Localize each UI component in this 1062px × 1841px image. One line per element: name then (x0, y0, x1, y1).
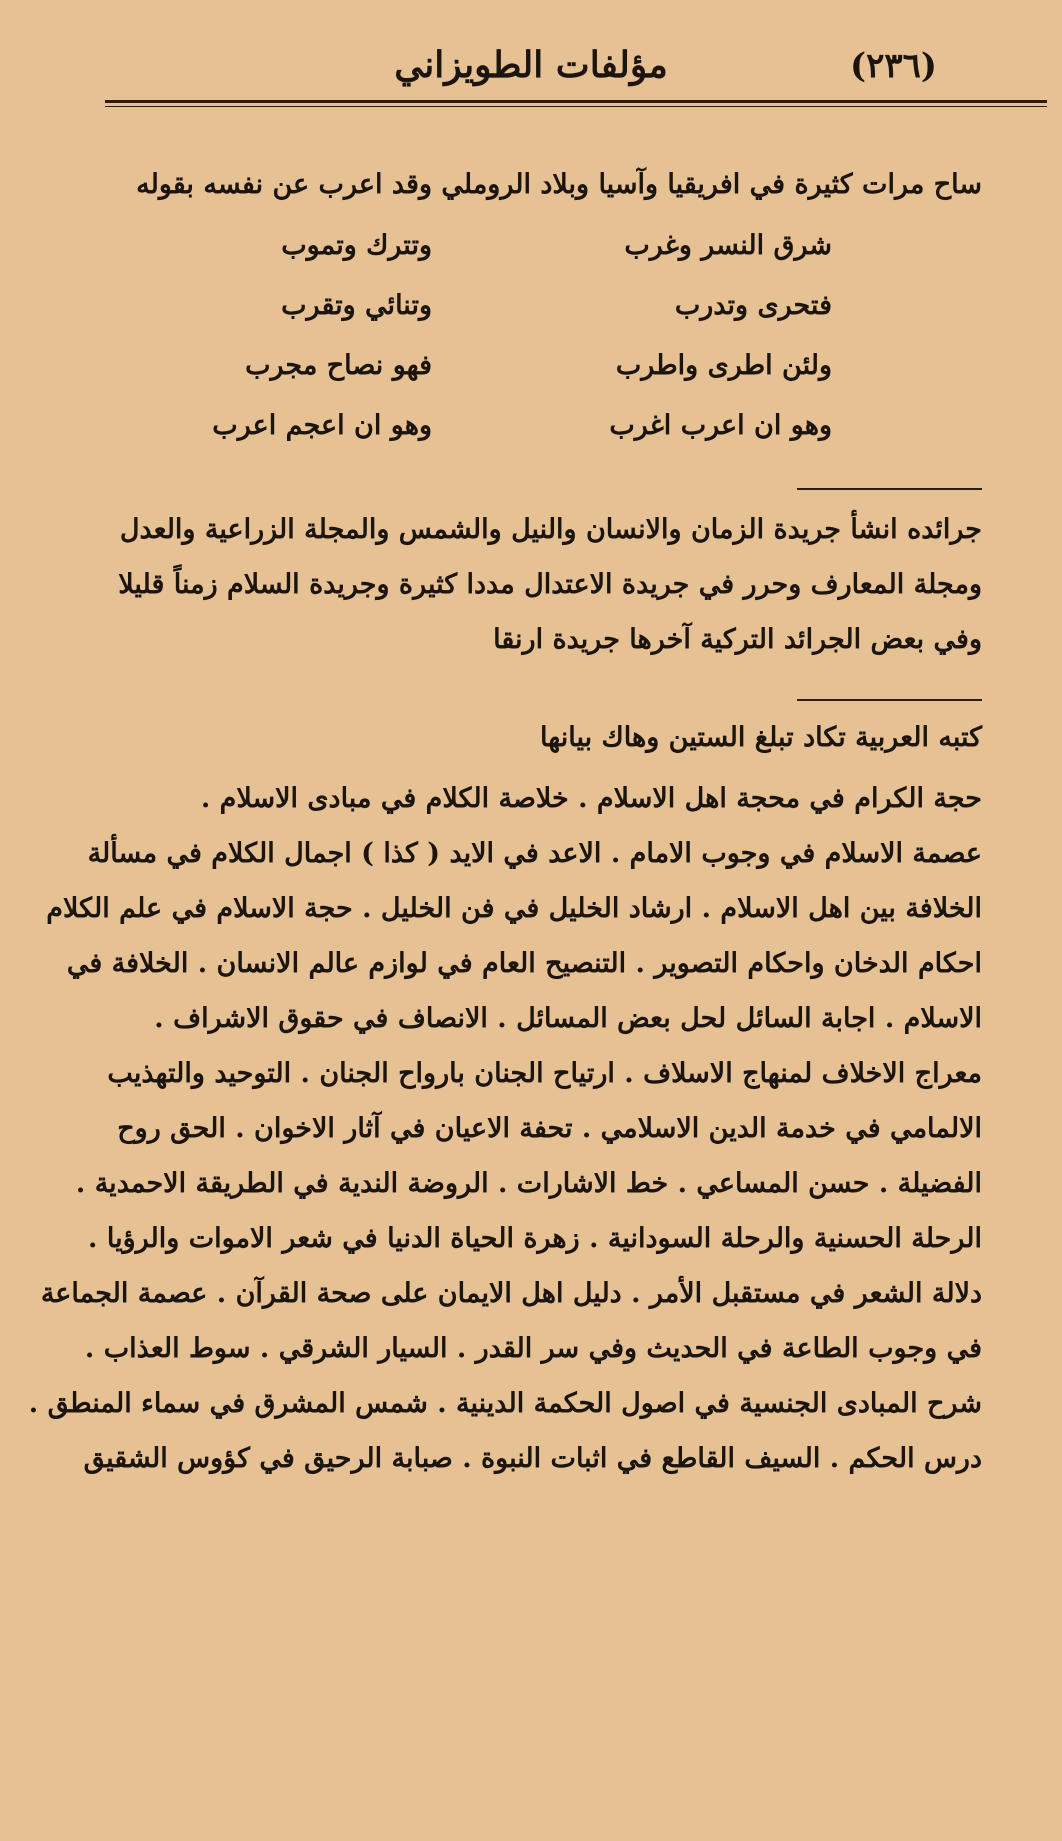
book-list-line: معراج الاخلاف لمنهاج الاسلاف . ارتياح الجنان بارواح الجنان . التوحيد والتهذيب (107, 1058, 982, 1089)
header-rule (105, 100, 1047, 103)
verse-line (182, 396, 832, 456)
book-list-line: الخلافة بين اهل الاسلام . ارشاد الخليل في فن الخليل . حجة الاسلام في علم الكلام (46, 893, 982, 924)
verse-line (182, 216, 832, 276)
verse-line (182, 336, 832, 396)
book-list-line: الفضيلة . حسن المساعي . خط الاشارات . الروضة الندية في الطريقة الاحمدية . (75, 1168, 982, 1199)
book-list-line: الالمامي في خدمة الدين الاسلامي . تحفة الاعيان في آثار الاخوان . الحق روح (117, 1113, 982, 1144)
section-divider (797, 488, 982, 490)
verse-hemistich-2: وتنائي وتقرب (281, 290, 432, 321)
page-header (20, 40, 1042, 100)
paragraph-line: جرائده انشأ جريدة الزمان والانسان والنيل والشمس والمجلة الزراعية والعدل (119, 514, 982, 545)
verse-hemistich-2: وهو ان اعجم اعرب (212, 410, 432, 441)
books-list (20, 771, 982, 1486)
header-rule-thin (105, 106, 1047, 107)
paragraph-line: وفي بعض الجرائد التركية آخرها جريدة ارنقا (493, 624, 982, 655)
books-intro: كتبه العربية تكاد تبلغ الستين وهاك بيانها (540, 722, 982, 753)
running-title: مؤلفات الطويزاني (394, 44, 668, 86)
page-number: (٢٣٦) (850, 46, 937, 86)
journals-section (20, 502, 982, 667)
paragraph-line: ومجلة المعارف وحرر في جريدة الاعتدال مددا كثيرة وجريدة السلام زمناً قليلا (118, 569, 982, 600)
book-list-line: شرح المبادى الجنسية في اصول الحكمة الدينية . شمس المشرق في سماء المنطق . (28, 1388, 982, 1419)
book-list-line: درس الحكم . السيف القاطع في اثبات النبوة . صبابة الرحيق في كؤوس الشقيق (83, 1443, 982, 1474)
verse-line (182, 276, 832, 336)
verse-hemistich-1: فتحرى وتدرب (674, 290, 832, 321)
book-list-line: حجة الكرام في محجة اهل الاسلام . خلاصة الكلام في مبادى الاسلام . (200, 783, 982, 814)
verse-hemistich-1: وهو ان اعرب اغرب (609, 410, 832, 441)
verses-block (182, 216, 832, 456)
book-list-line: الاسلام . اجابة السائل لحل بعض المسائل . الانصاف في حقوق الاشراف . (154, 1003, 982, 1034)
book-list-line: دلالة الشعر في مستقبل الأمر . دليل اهل الايمان على صحة القرآن . عصمة الجماعة (40, 1278, 982, 1309)
book-list-line: عصمة الاسلام في وجوب الامام . الاعد في الايد ( كذا ) اجمال الكلام في مسألة (87, 838, 982, 869)
page-body (20, 160, 982, 1486)
section-divider (797, 699, 982, 701)
book-list-line: في وجوب الطاعة في الحديث وفي سر القدر . السيار الشرقي . سوط العذاب . (84, 1333, 982, 1364)
book-list-line: الرحلة الحسنية والرحلة السودانية . زهرة الحياة الدنيا في شعر الاموات والرؤيا . (88, 1223, 982, 1254)
verse-hemistich-2: وتترك وتموب (281, 230, 432, 261)
verse-hemistich-1: ولئن اطرى واطرب (615, 350, 832, 381)
verse-hemistich-2: فهو نصاح مجرب (245, 350, 432, 381)
intro-line: ساح مرات كثيرة في افريقيا وآسيا وبلاد الروملي وقد اعرب عن نفسه بقوله (136, 169, 982, 200)
spacer (20, 763, 982, 771)
verse-hemistich-1: شرق النسر وغرب (624, 230, 832, 261)
book-list-line: احكام الدخان واحكام التصوير . التنصيح العام في لوازم عالم الانسان . الخلافة في (66, 948, 982, 979)
